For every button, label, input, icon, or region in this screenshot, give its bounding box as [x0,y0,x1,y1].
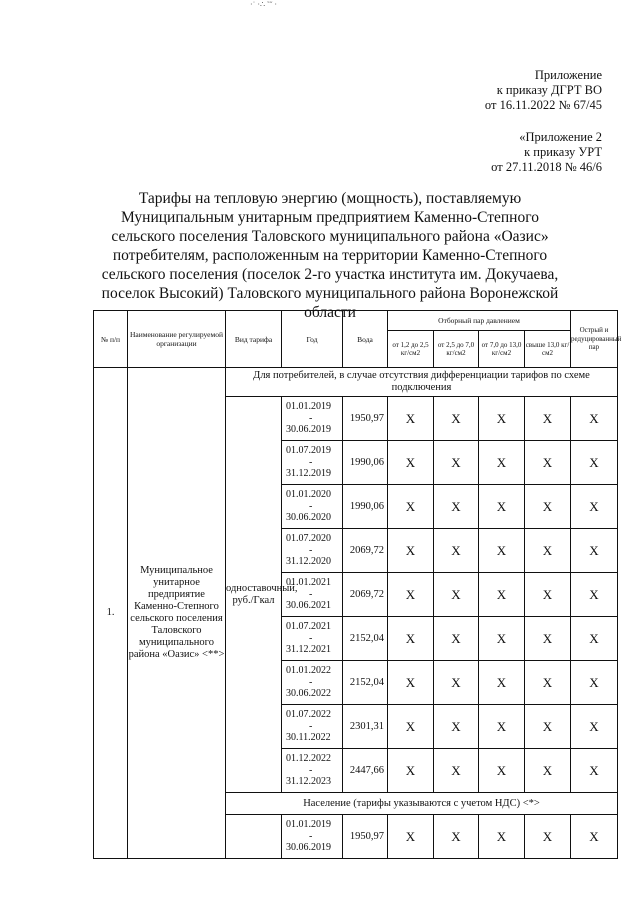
not-applicable-mark: X [525,441,571,485]
not-applicable-mark: X [571,705,618,749]
period-from: 01.01.2020 [286,489,331,501]
not-applicable-mark: X [525,485,571,529]
not-applicable-mark: X [434,749,479,793]
not-applicable-mark: X [434,485,479,529]
water-tariff-value: 1950,97 [343,815,388,859]
period-from: 01.12.2022 [286,753,331,765]
period-cell [282,397,343,441]
not-applicable-mark: X [388,529,434,573]
not-applicable-mark: X [571,573,618,617]
group-label-consumers: Для потребителей, в случае отсутствия дифференциации тарифов по схеме подключения [226,368,618,397]
col-header-sharp-steam: Острый и редуцированный пар [571,311,618,368]
period-cell [282,661,343,705]
not-applicable-mark: X [434,617,479,661]
period-to: 30.11.2022 [286,732,331,744]
not-applicable-mark: X [479,441,525,485]
period-cell [282,441,343,485]
period-dash: - [309,456,313,468]
not-applicable-mark: X [479,485,525,529]
not-applicable-mark: X [479,573,525,617]
header-line: к приказу ДГРТ ВО [496,83,602,97]
period-to: 31.12.2019 [286,468,331,480]
not-applicable-mark: X [571,529,618,573]
not-applicable-mark: X [434,815,479,859]
period-to: 31.12.2021 [286,644,331,656]
period-to: 30.06.2022 [286,688,331,700]
not-applicable-mark: X [525,617,571,661]
period-to: 31.12.2020 [286,556,331,568]
period-to: 30.06.2019 [286,842,331,854]
period-cell [282,485,343,529]
water-tariff-value: 1990,06 [343,441,388,485]
not-applicable-mark: X [479,815,525,859]
not-applicable-mark: X [388,815,434,859]
period-dash: - [309,544,313,556]
period-dash: - [309,720,313,732]
not-applicable-mark: X [388,485,434,529]
period-cell [282,705,343,749]
period-to: 30.06.2021 [286,600,331,612]
organization-name: Муниципальное унитарное предприятие Каменно-Степного сельского поселения Таловского муниципального района «Оазис» <**> [128,368,226,859]
period-dash: - [309,500,313,512]
tariff-table [93,310,622,859]
period-cell [282,573,343,617]
water-tariff-value: 2152,04 [343,617,388,661]
not-applicable-mark: X [388,617,434,661]
header-line: «Приложение 2 [519,130,602,144]
not-applicable-mark: X [434,397,479,441]
not-applicable-mark: X [388,661,434,705]
period-dash: - [309,588,313,600]
col-header-steam-2: от 2,5 до 7,0 кг/см2 [434,331,479,368]
water-tariff-value: 2069,72 [343,529,388,573]
period-dash: - [309,830,313,842]
not-applicable-mark: X [434,441,479,485]
not-applicable-mark: X [434,661,479,705]
not-applicable-mark: X [525,661,571,705]
water-tariff-value: 1950,97 [343,397,388,441]
period-from: 01.07.2021 [286,621,331,633]
not-applicable-mark: X [525,705,571,749]
not-applicable-mark: X [525,749,571,793]
col-header-water: Вода [343,311,388,368]
period-to: 30.06.2019 [286,424,331,436]
header-line: к приказу УРТ [524,145,602,159]
not-applicable-mark: X [388,573,434,617]
not-applicable-mark: X [479,749,525,793]
not-applicable-mark: X [479,397,525,441]
col-header-tariff-kind: Вид тарифа [226,311,282,368]
not-applicable-mark: X [434,705,479,749]
col-header-number: № п/п [94,311,128,368]
period-dash: - [309,632,313,644]
scan-artifacts: ·˙ ·∴ ˜˘ · [250,0,278,9]
appendix-header-previous [491,130,602,175]
not-applicable-mark: X [525,573,571,617]
period-from: 01.01.2021 [286,577,331,589]
period-from: 01.01.2022 [286,665,331,677]
document-title: Тарифы на тепловую энергию (мощность), поставляемую Муниципальным унитарным предприятием Каменно-Степного сельского поселения Таловского муниципального района «Оазис» потребителям, расположенным на территории Каменно-Степного сельского поселения (поселок 2-го участка института им. Докучаева, поселок Высокий) Таловского муниципального района Воронежской области [101,190,559,321]
row-number: 1. [94,368,128,859]
not-applicable-mark: X [525,815,571,859]
period-from: 01.07.2022 [286,709,331,721]
col-header-organization: Наименование регулируемой организации [128,311,226,368]
col-header-year: Год [282,311,343,368]
not-applicable-mark: X [525,529,571,573]
not-applicable-mark: X [388,397,434,441]
water-tariff-value: 1990,06 [343,485,388,529]
not-applicable-mark: X [571,749,618,793]
period-from: 01.01.2019 [286,819,331,831]
col-header-steam-4: свыше 13,0 кг/см2 [525,331,571,368]
period-cell [282,815,343,859]
not-applicable-mark: X [525,397,571,441]
tariff-kind: одноставочный, руб./Гкал [226,397,282,793]
not-applicable-mark: X [388,441,434,485]
period-dash: - [309,764,313,776]
period-cell [282,617,343,661]
not-applicable-mark: X [571,441,618,485]
period-from: 01.07.2019 [286,445,331,457]
not-applicable-mark: X [571,661,618,705]
period-dash: - [309,676,313,688]
col-header-steam-1: от 1,2 до 2,5 кг/см2 [388,331,434,368]
not-applicable-mark: X [479,705,525,749]
period-cell [282,749,343,793]
period-from: 01.07.2020 [286,533,331,545]
water-tariff-value: 2447,66 [343,749,388,793]
header-line: от 16.11.2022 № 67/45 [484,98,602,112]
not-applicable-mark: X [434,529,479,573]
appendix-header [485,68,602,113]
col-header-steam-group: Отборный пар давлением [388,311,571,331]
water-tariff-value: 2152,04 [343,661,388,705]
period-cell [282,529,343,573]
period-to: 31.12.2023 [286,776,331,788]
col-header-steam-3: от 7,0 до 13,0 кг/см2 [479,331,525,368]
water-tariff-value: 2069,72 [343,573,388,617]
header-line: от 27.11.2018 № 46/6 [491,160,602,174]
not-applicable-mark: X [571,815,618,859]
group-label-population: Население (тарифы указываются с учетом НДС) <*> [226,793,618,815]
header-line: Приложение [534,68,602,82]
not-applicable-mark: X [479,529,525,573]
period-to: 30.06.2020 [286,512,331,524]
period-from: 01.01.2019 [286,401,331,413]
not-applicable-mark: X [571,485,618,529]
not-applicable-mark: X [434,573,479,617]
not-applicable-mark: X [479,617,525,661]
period-dash: - [309,412,313,424]
not-applicable-mark: X [571,397,618,441]
water-tariff-value: 2301,31 [343,705,388,749]
not-applicable-mark: X [571,617,618,661]
not-applicable-mark: X [388,749,434,793]
not-applicable-mark: X [388,705,434,749]
not-applicable-mark: X [479,661,525,705]
tariff-kind-empty [226,815,282,859]
